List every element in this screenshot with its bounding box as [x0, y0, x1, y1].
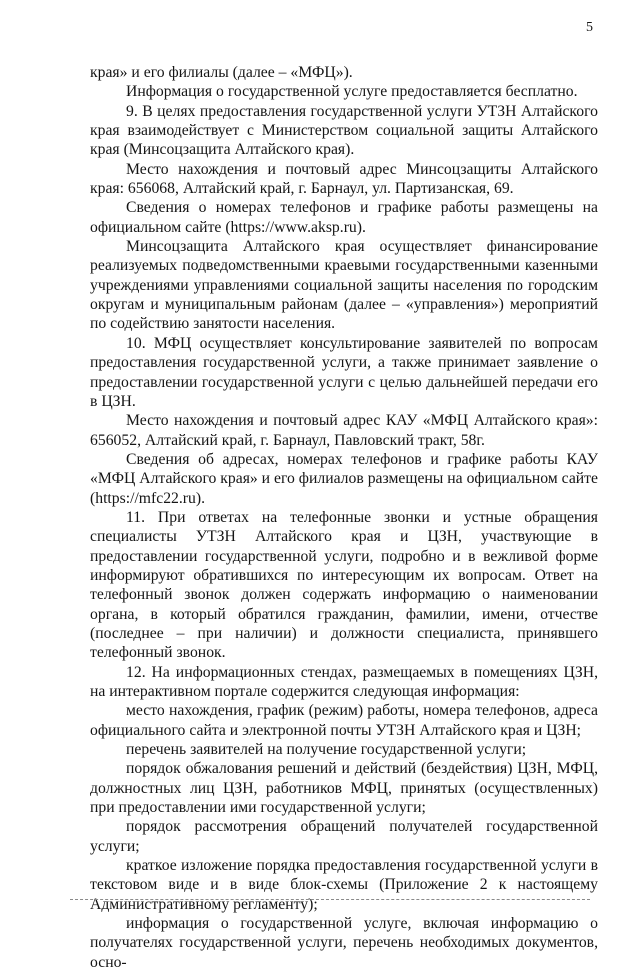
paragraph: Сведения об адресах, номерах телефонов и графике работы КАУ «МФЦ Алтайского края» и его филиалов размещены на официальном сайте (https://mfc22.ru).: [90, 450, 598, 507]
paragraph: Место нахождения и почтовый адрес Минсоцзащиты Алтайского края: 656068, Алтайский край, г. Барнаул, ул. Партизанская, 69.: [90, 160, 598, 198]
document-body: [90, 63, 598, 972]
list-item: краткое изложение порядка предоставления государственной услуги в текстовом виде и в виде блок-схемы (Приложение 2 к настоящему Административному регламенту);: [90, 857, 598, 913]
paragraph: Минсоцзащита Алтайского края осуществляет финансирование реализуемых подведомственными краевыми государственными казенными учреждениями управлениями социальной защиты населения по городским округам и муниципальным районам (далее – «управления») мероприятий по содействию занятости населения.: [90, 238, 598, 333]
paragraph-continuation: края» и его филиалы (далее – «МФЦ»).: [90, 64, 353, 81]
paragraph-clause-10: 10. МФЦ осуществляет консультирование заявителей по вопросам предоставления государственной услуги, а также принимает заявление о предоставлении государственной услуги с целью дальнейшей передачи его в ЦЗН.: [90, 334, 598, 410]
page-number: 5: [586, 20, 593, 35]
list-item: перечень заявителей на получение государственной услуги;: [126, 741, 527, 759]
scan-bottom-edge: [70, 899, 590, 900]
paragraph: Сведения о номерах телефонов и графике работы размещены на официальном сайте (https://www.aksp.ru).: [90, 199, 598, 236]
paragraph-clause-11: 11. При ответах на телефонные звонки и устные обращения специалисты УТЗН Алтайского края и ЦЗН, участвующие в предоставлении государственной услуги, подробно и в вежливой форме информируют обратившихся по интересующим их вопросам. Ответ на телефонный звонок должен содержать информацию о наименовании органа, в который обратился гражданин, фамилии, имени, отчестве (последнее – при наличии) и должности специалиста, принявшего телефонный звонок.: [90, 508, 598, 662]
paragraph-clause-9: 9. В целях предоставления государственной услуги УТЗН Алтайского края взаимодействует с Министерством социальной защиты Алтайского края (Минсоцзащита Алтайского края).: [90, 102, 598, 159]
list-item: порядок обжалования решений и действий (бездействия) ЦЗН, МФЦ, должностных лиц ЦЗН, работников МФЦ, принятых (осуществленных) при предоставлении ими государственной услуги;: [90, 760, 598, 817]
list-item: место нахождения, график (режим) работы, номера телефонов, адреса официального сайта и электронной почты УТЗН Алтайского края и ЦЗН;: [90, 702, 598, 739]
list-item: информация о государственной услуге, включая информацию о получателях государственной услуги, перечень необходимых документов, осно-: [90, 915, 598, 971]
list-item: порядок рассмотрения обращений получателей государственной услуги;: [90, 818, 598, 855]
paragraph: Информация о государственной услуге предоставляется бесплатно.: [126, 83, 578, 101]
paragraph: Место нахождения и почтовый адрес КАУ «МФЦ Алтайского края»: 656052, Алтайский край, г. Барнаул, Павловский тракт, 58г.: [90, 412, 598, 449]
paragraph-clause-12: 12. На информационных стендах, размещаемых в помещениях ЦЗН, на интерактивном портале содержится следующая информация:: [90, 663, 598, 700]
